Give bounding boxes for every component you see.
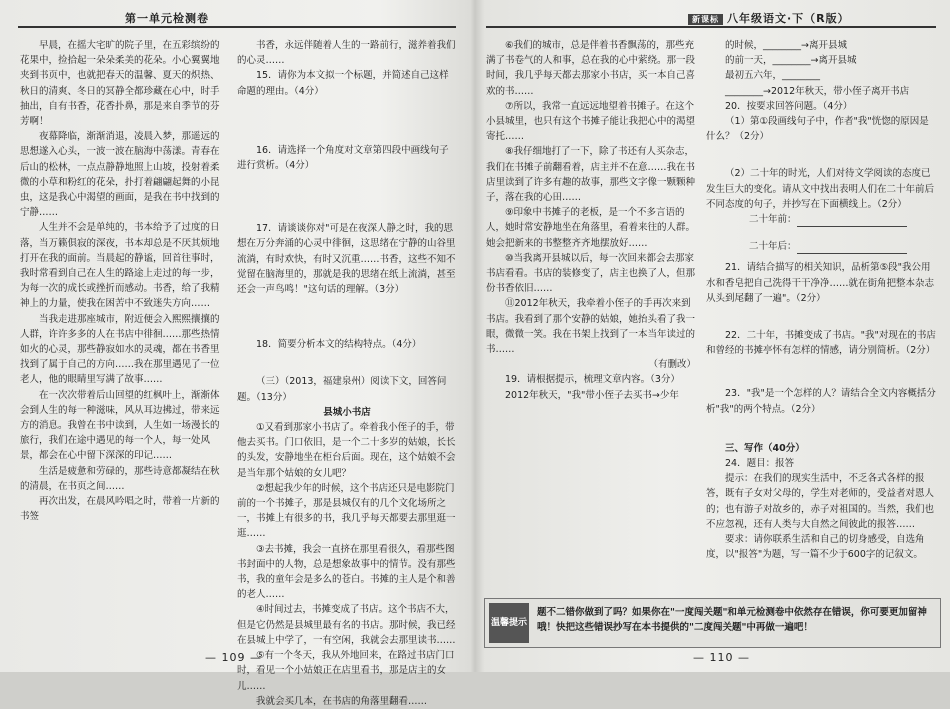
question-21: 21．请结合描写的相关知识，品析第⑤段"我公用水和香皂把自己洗得干干净净……就在街角把整本杂志从头到尾翻了一遍"。（2分） — [706, 262, 935, 304]
essay-paragraph: 当我走进那座城市，附近便会入熙熙攘攘的人群，许许多多的人在书店中徘徊……那些热情如火的心灵，那些静寂如水的灵魂，都在书香里找到了属于自己的方向……我在那里遇见了一位老人，他的眼睛里写满了故事…… — [20, 313, 220, 386]
timeline-line[interactable]: 的前一天，________→离开县城 — [725, 55, 857, 67]
answer-line-after[interactable]: 二十年后： — [706, 239, 938, 254]
essay-paragraph: 夜幕降临，渐渐消退，凌晨入梦，那遥远的思想遂入心头，一波一波在脑海中荡漾。青春在后山的松林，一点点静静地照上山坡，投射着柔微的小草和粉红的花朵，扑打着翩翩起舞的小昆虫，这是我心中渴望的画面，是我在书中找到的宁静…… — [20, 131, 220, 219]
answer-space[interactable] — [706, 358, 938, 386]
essay-paragraph: 人生并不会是单纯的，书本给予了过度的日落，当万籁俱寂的深夜，书本却总是不厌其烦地打开在我的面前。当晨起的静谧，回首往事时，我时常看到自己在人生的路途上走过的每一步，为每一次的成长或挫折而感动。书香，给了我精神上的力量，使我在困苦中不致迷失方向…… — [20, 222, 220, 310]
answer-line-before[interactable]: 二十年前： — [706, 212, 938, 227]
left-page — [0, 0, 472, 707]
essay-paragraph: 书香，永远伴随着人生的一路前行，滋养着我们的心灵…… — [237, 40, 456, 67]
question-22: 22．二十年，书摊变成了书店。"我"对现在的书店和曾经的书摊亭怀有怎样的情感，请分别简析。（2分） — [706, 330, 936, 357]
writing-section-title: 三、写作（40分） — [725, 442, 805, 454]
tip-icon: 温馨提示 — [489, 603, 529, 643]
right-column-1 — [486, 38, 696, 594]
question-20-1: （1）第①段画线句子中，作者"我"恍惚的原因是什么？（2分） — [706, 116, 929, 143]
right-column-2 — [706, 38, 938, 594]
header-rule — [486, 26, 936, 28]
section-3-intro: （三）（2013，福建泉州）阅读下文，回答问题。（13分） — [237, 376, 447, 403]
article-paragraph: ⑪2012年秋天，我牵着小侄子的手再次来到书店。我看到了那个安静的姑娘，她抬头看了我一眼，微微一笑。我在书架上找到了一本当年读过的书…… — [486, 298, 696, 356]
essay-paragraph: 在一次次带着后山回望的红枫叶上，渐渐体会到人生的每一种滋味，风从耳边拂过，带来远方的消息。我曾在书中读到，人生如一场漫长的旅行，我们在途中遇见的每一个人，每一处风景，都会在心中留下深深的印记…… — [20, 389, 220, 462]
article-paragraph: ⑨印象中书摊子的老板，是一个不多言语的人，她时常安静地坐在角落里，看着来往的人群。她会把新来的书整整齐齐地摆放好…… — [486, 207, 696, 249]
answer-space[interactable] — [706, 417, 938, 441]
timeline-line[interactable]: ________→2012年秋天，带小侄子离开书店 — [725, 85, 910, 97]
question-20: 20．按要求回答问题。（4分） — [725, 100, 853, 112]
source-note: （有删改） — [648, 359, 696, 371]
answer-space[interactable] — [237, 297, 457, 337]
series-logo: 新课标 — [688, 14, 723, 25]
question-17: 17．请谈谈你对"可是在夜深人静之时，我的思想在万分奔涌的心灵中徘徊，这思绪在宁静的山谷里流淌，有时欢快，有时又沉重……书香，这些不知不觉留在脑海里的，那就是我的思绪在纸上流淌，甚至还会一声鸟鸣！"这句话的理解。（3分） — [237, 223, 456, 296]
right-page-header-wrap — [688, 10, 850, 26]
question-16: 16．请选择一个角度对文章第四段中画线句子进行赏析。（4分） — [237, 144, 449, 172]
essay-paragraph: 再次出发，在晨风吟唱之时，带着一片新的书签 — [20, 496, 220, 523]
essay-paragraph: 生活是疲惫和劳碌的，那些诗意都凝结在秋的清晨，在书页之间…… — [20, 465, 220, 492]
article-paragraph: ④时间过去，书摊变成了书店。这个书店不大，但是它仍然是县城里最有名的书店。那时候，我已经在县城上中学了，一有空闲，我就会去那里读书…… — [237, 604, 456, 646]
article-paragraph: ③去书摊，我会一直挤在那里看很久，看那些图书封面中的人物，总是想象故事中的情节。没有那些书，我的童年会是多么的苍白。书摊的主人是个和善的老人…… — [237, 543, 456, 601]
right-page-number: — 110 — — [693, 651, 750, 664]
tip-box — [484, 598, 941, 648]
question-24: 24．题目：报答 — [725, 458, 795, 470]
left-column-1 — [20, 38, 228, 650]
left-column-2 — [237, 38, 457, 707]
answer-space[interactable] — [237, 352, 457, 374]
article-paragraph: ⑤有一个冬天，我从外地回来，在路过书店门口时，看见一个小姑娘正在店里看书，那是店主的女儿…… — [237, 650, 455, 692]
answer-space[interactable] — [706, 144, 938, 166]
prompt-paragraph: 要求：请你联系生活和自己的切身感受，自选角度，以"报答"为题，写一篇不少于600字的记叙文。 — [706, 534, 925, 561]
left-page-number: — 109 — — [205, 651, 262, 664]
prompt-paragraph: 提示：在我们的现实生活中，不乏各式各样的报答，既有子女对父母的，学生对老师的，受益者对恩人的；也有游子对故乡的，赤子对祖国的。当然，我们也不应忽视，还有人类与大自然之间彼此的报答…… — [706, 473, 935, 530]
article-paragraph: ⑩当我离开县城以后，每一次回来都会去那家书店看看。书店的装修变了，店主也换了人，但那份书香依旧…… — [486, 252, 696, 295]
question-19: 19．请根据提示，梳理文章内容。（3分） — [505, 374, 680, 386]
question-18: 18．简要分析本文的结构特点。（4分） — [256, 339, 422, 351]
article-paragraph: 我就会买几本，在书店的角落里翻看…… — [256, 695, 428, 707]
timeline-line[interactable]: 的时候，________→离开县城 — [725, 40, 847, 51]
question-19-start: 2012年秋天，"我"带小侄子去买书→少年 — [505, 389, 679, 401]
question-23: 23．"我"是一个怎样的人？请结合全文内容概括分析"我"的两个特点。（2分） — [706, 388, 936, 415]
right-page — [478, 0, 950, 672]
question-15: 15．请你为本文拟一个标题，并简述自己这样命题的理由。（4分） — [237, 70, 449, 97]
tip-text: 题不二错你做到了吗？如果你在"一度闯关题"和单元检测卷中依然存在错误，你可要更加留神哦！快把这些错误抄写在本书提供的"二度闯关题"中再做一遍吧！ — [537, 607, 927, 633]
header-rule — [18, 26, 456, 28]
right-page-header: 八年级语文·下（R版） — [727, 12, 850, 25]
left-page-header: 第一单元检测卷 — [125, 12, 209, 25]
article-paragraph: ⑧我仔细地打了一下，除了书还有人买杂志，我们在书摊子前翻看着，店主并不在意……我在书店里读到了许多有趣的故事，那些文字像一颗颗种子，落在我的心田…… — [486, 146, 696, 204]
timeline-line[interactable]: 最初五六年，________ — [725, 70, 821, 82]
article-paragraph: ②想起我少年的时候，这个书店还只是电影院门前的一个书摊子，那是县城仅有的几个文化场所之一，书摊上有很多的书，我几乎每天都要去那里逛一逛…… — [237, 482, 456, 540]
article-title: 县城小书店 — [323, 406, 371, 418]
question-20-2: （2）二十年的时光，人们对待文学阅读的态度已发生巨大的变化。请从文中找出表明人们在二十年前后不同态度的句子，并抄写在下面横线上。（2分） — [706, 168, 935, 210]
article-paragraph: ①又看到那家小书店了。牵着我小侄子的手，带他去买书。门口依旧，是一个二十多岁的姑娘，长长的头发，安静地坐在柜台后面。现在，这个姑娘不会是当年那个姑娘的女儿吧？ — [237, 422, 456, 479]
answer-space[interactable] — [706, 306, 938, 328]
answer-space[interactable] — [237, 99, 457, 143]
essay-paragraph: 早晨，在摇大宅旷的院子里，在五彩缤纷的花果中，捡拾起一朵朵柔美的花朵。小心翼翼地夹到书页中，也就把春天的温馨、夏天的炽热、秋日的清爽、冬日的冥静全都珍藏在心中，时手抽出，自有书香，花香扑鼻，那是来自季节的芬芳啊！ — [20, 40, 220, 128]
answer-space[interactable] — [237, 173, 457, 221]
article-paragraph: ⑥我们的城市，总是伴着书香飘荡的，那些充满了书卷气的人和事，总在我的心中萦绕。那一段时间，我几乎每天都去那家小书店，买一本自己喜欢的书…… — [486, 40, 696, 97]
article-paragraph: ⑦所以，我常一直远远地望着书摊子。在这个小县城里，也只有这个书摊子能让我把心中的渴望寄托…… — [486, 100, 696, 143]
